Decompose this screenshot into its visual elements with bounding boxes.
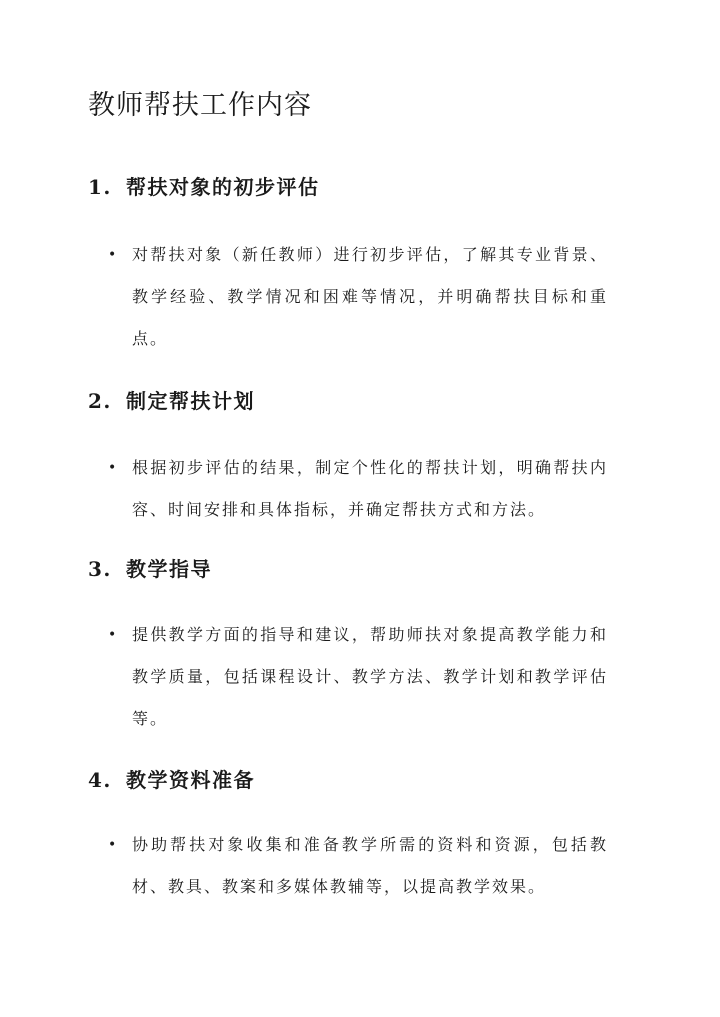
bullet-icon: • xyxy=(108,460,119,476)
section-number: 3. xyxy=(88,557,112,581)
list-item xyxy=(108,824,608,908)
bullet-icon: • xyxy=(108,247,119,263)
bullet-icon: • xyxy=(108,627,119,643)
section-heading xyxy=(88,765,255,795)
section-number: 2. xyxy=(88,389,112,413)
section-heading xyxy=(88,172,320,202)
section-number: 1. xyxy=(88,175,112,199)
list-item-text: 协助帮扶对象收集和准备教学所需的资料和资源，包括教材、教具、教案和多媒体教辅等，以提高教学效果。 xyxy=(132,835,608,896)
list-item xyxy=(108,614,608,740)
document-title: 教师帮扶工作内容 xyxy=(88,90,312,121)
section-title: 教学指导 xyxy=(126,557,212,581)
bullet-icon: • xyxy=(108,837,119,853)
list-item-text: 根据初步评估的结果，制定个性化的帮扶计划，明确帮扶内容、时间安排和具体指标，并确定帮扶方式和方法。 xyxy=(132,458,608,519)
section-heading xyxy=(88,386,255,416)
section-title: 帮扶对象的初步评估 xyxy=(126,175,320,199)
list-item-text: 对帮扶对象（新任教师）进行初步评估，了解其专业背景、教学经验、教学情况和困难等情况，并明确帮扶目标和重点。 xyxy=(132,245,608,348)
section-title: 教学资料准备 xyxy=(126,768,255,792)
section-title: 制定帮扶计划 xyxy=(126,389,255,413)
section-heading xyxy=(88,554,212,584)
section-number: 4. xyxy=(88,768,112,792)
list-item xyxy=(108,447,608,531)
list-item xyxy=(108,234,608,360)
list-item-text: 提供教学方面的指导和建议，帮助师扶对象提高教学能力和教学质量，包括课程设计、教学方法、教学计划和教学评估等。 xyxy=(132,625,608,728)
